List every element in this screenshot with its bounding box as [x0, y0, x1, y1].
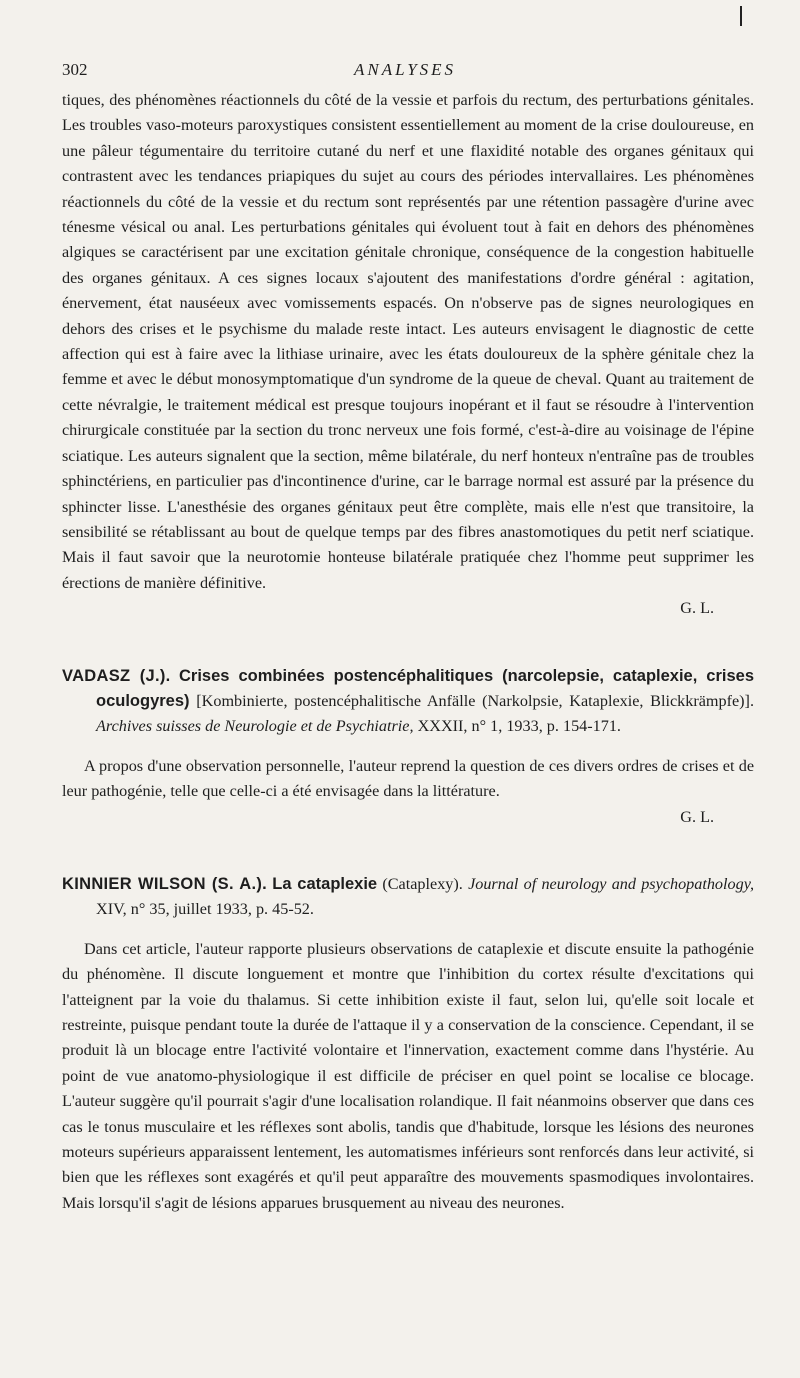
- article-body: [62, 88, 754, 1216]
- review-heading: [62, 872, 754, 923]
- review-translation: (Cataplexy).: [382, 874, 463, 893]
- review-title: La cataplexie: [272, 874, 378, 893]
- journal-name: Archives suisses de Neurologie et de Psychiatrie,: [96, 717, 414, 736]
- review-title: Crises combinées postencéphalitiques (narcolepsie, cataplexie, crises oculogyres): [96, 666, 755, 710]
- citation-details: XIV, n° 35, juillet 1933, p. 45-52.: [96, 900, 314, 919]
- continued-paragraph: tiques, des phénomènes réactionnels du côté de la vessie et parfois du rectum, des perturbations génitales. Les troubles vaso-moteurs paroxystiques consistent essentiellement au moment de la crise douloureuse, en une pâleur tégumentaire du territoire cutané du nerf et une flaxidité notable des organes génitaux qui contrastent avec les tendances priapiques du sujet au cours des périodes intervallaires. Les phénomènes réactionnels du côté de la vessie et du rectum sont représentés par une rétention passagère d'urine avec ténesme vésical ou anal. Les perturbations génitales qui évoluent tout à fait en dehors des phénomènes algiques se caractérisent par une excitation génitale chronique, conséquence de la congestion habituelle des organes génitaux. A ces signes locaux s'ajoutent des manifestations d'ordre général : agitation, énervement, état nauséeux avec vomissements espacés. On n'observe pas de signes neurologiques en dehors des crises et le psychisme du malade reste intact. Les auteurs envisagent le diagnostic de cette affection qui est à faire avec la lithiase urinaire, avec les états douloureux de la sphère génitale chez la femme et avec le début monosymptomatique d'un syndrome de la queue de cheval. Quant au traitement de cette névralgie, le traitement médical est presque toujours inopérant et il faut se résoudre à l'intervention chirurgicale constituée par la section du tronc nerveux une fois formé, c'est-à-dire au voisinage de l'épine sciatique. Les auteurs signalent que la section, même bilatérale, du nerf honteux n'entraîne pas de troubles sphinctériens, en particulier pas d'incontinence d'urine, car le barrage normal est assuré par la présence du sphincter lisse. L'anesthésie des organes génitaux peut être complète, mais elle n'est que transitoire, la sensibilité se rétablissant au bout de quelque temps par des fibres anastomotiques du petit nerf sciatique. Mais il faut savoir que la neurotomie honteuse bilatérale pratiquée chez l'homme peut supprimer les érections de manière définitive.: [62, 91, 754, 592]
- spacer: [62, 622, 754, 664]
- journal-name: Journal of neurology and psychopathology,: [468, 874, 755, 893]
- signature: G. L.: [680, 599, 714, 618]
- review-heading: [62, 664, 754, 740]
- page-number: 302: [62, 60, 88, 79]
- review-author: KINNIER WILSON (S. A.).: [62, 874, 268, 893]
- running-head: ANALYSES: [353, 60, 457, 79]
- review-body: A propos d'une observation personnelle, l'auteur reprend la question de ces divers ordres de crises et de leur pathogénie, telle que celle-ci a été envisagée dans la littérature.: [62, 756, 754, 801]
- review-body: Dans cet article, l'auteur rapporte plusieurs observations de cataplexie et discute ensuite la pathogénie du phénomène. Il discute longuement et montre que l'inhibition du cortex résulte d'excitations qui l'atteignent par la voie du thalamus. Si cette inhibition existe il faut, selon lui, qu'elle soit locale et restreinte, puisque pendant toute la durée de l'attaque il y a conservation de la conscience. Cependant, il se produit là un blocage entre l'activité volontaire et l'innervation, exactement comme dans l'hystérie. Au point de vue anatomo-physiologique il est difficile de préciser en quel point se localise ce blocage. L'auteur suggère qu'il pourrait s'agir d'une localisation rolandique. Il fait néanmoins observer que dans ces cas le tonus musculaire et les réflexes sont abolis, tandis que d'habitude, lorsque les lésions des neurones moteurs supérieurs apparaissent lentement, les automatismes inférieurs sont renforcés dans leur activité, si bien que les réflexes sont exagérés et qu'il peut apparaître des mouvements spasmodiques involontaires. Mais lorsqu'il s'agit de lésions apparues brusquement au niveau des neurones.: [62, 939, 754, 1212]
- spacer: [62, 923, 754, 937]
- margin-mark: [740, 6, 742, 26]
- signature: G. L.: [680, 807, 714, 826]
- review-translation: [Kombinierte, postencéphalitische Anfälle (Narkolpsie, Katаplexie, Blickkrämpfe)].: [196, 691, 754, 710]
- review-author: VADASZ (J.).: [62, 666, 171, 685]
- page-header: [62, 60, 748, 88]
- citation-details: XXXII, n° 1, 1933, p. 154-171.: [417, 717, 621, 736]
- spacer: [62, 740, 754, 754]
- spacer: [62, 830, 754, 872]
